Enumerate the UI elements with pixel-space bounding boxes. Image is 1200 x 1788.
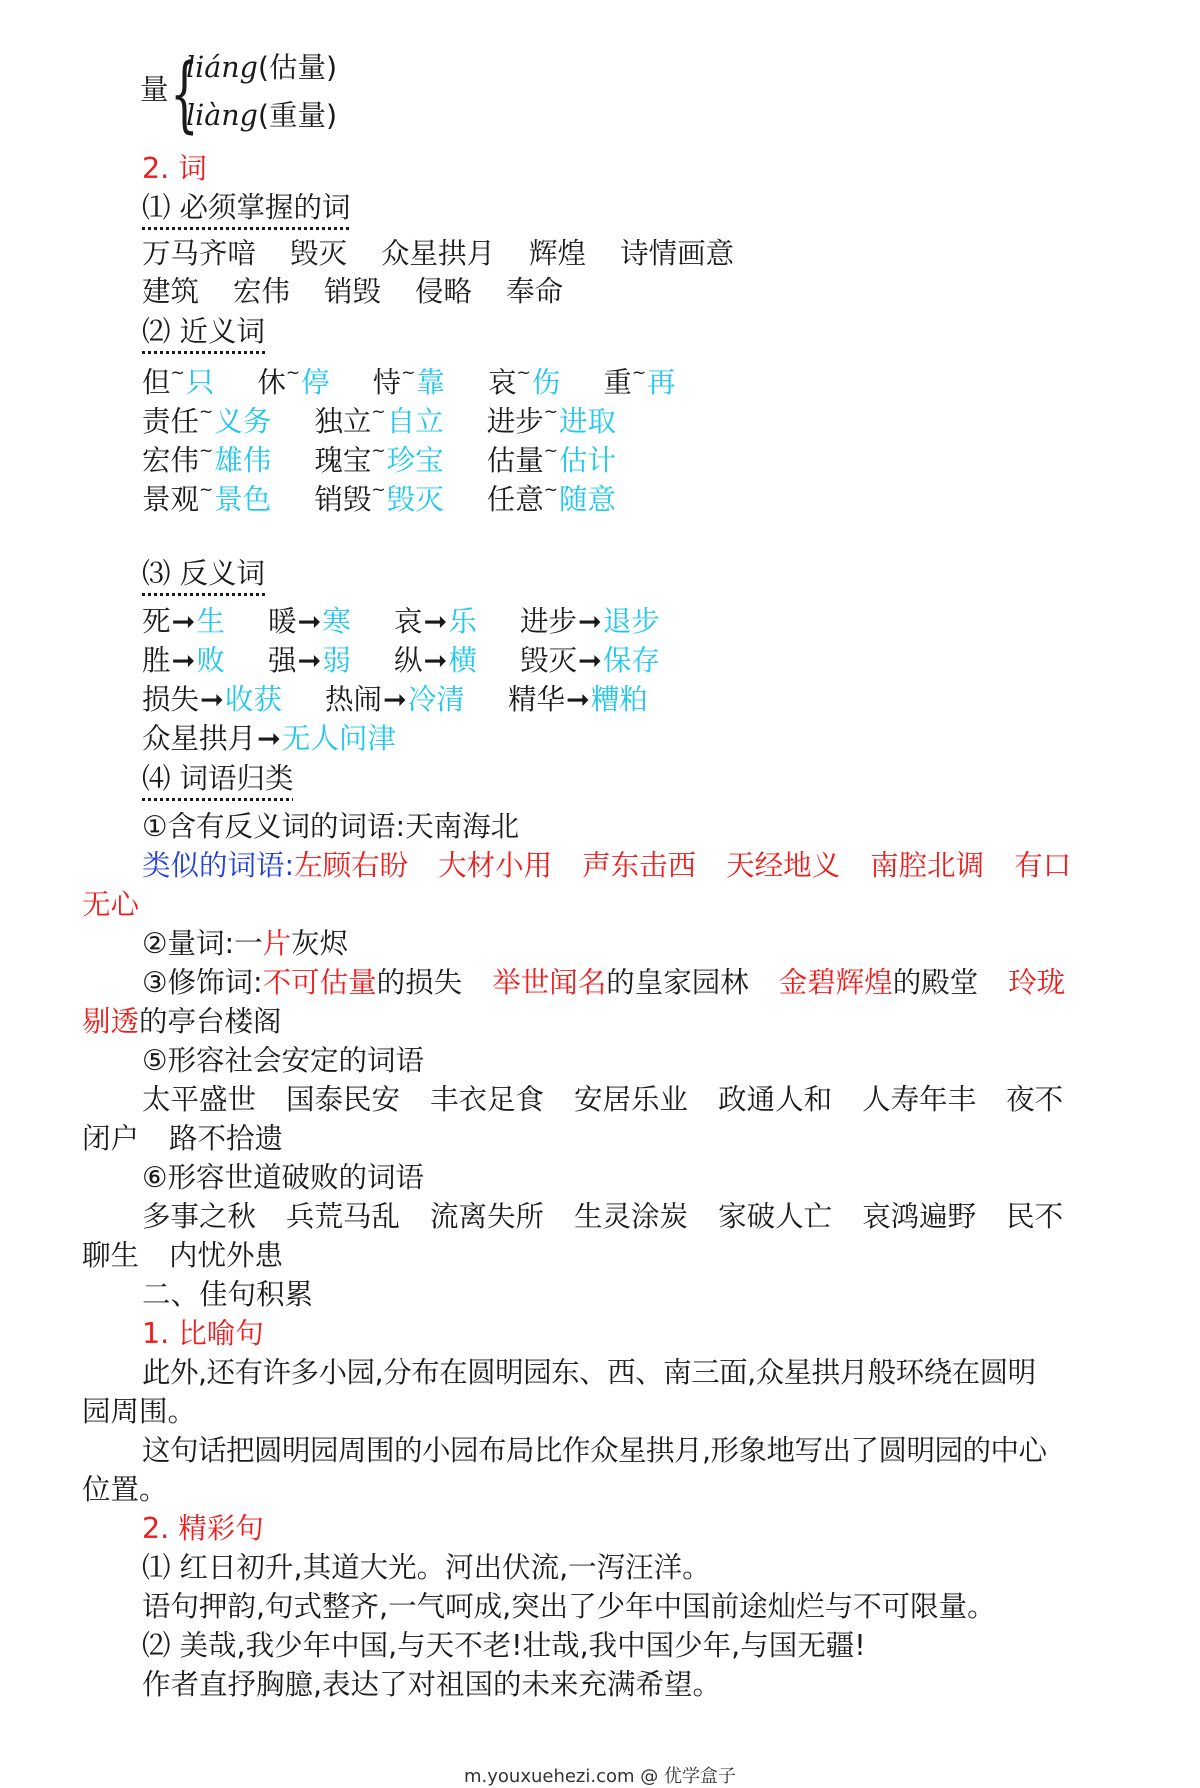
synonym-row-2: 责任~义务 独立~自立 进步~进取 [142,402,616,438]
classify-item-6-row1: 多事之秋 兵荒马乱 流离失所 生灵涂炭 家破人亡 哀鸿遍野 民不 [142,1200,1064,1233]
antonym-row-1: 死➞生 暖➞寒 哀➞乐 进步➞退步 [142,605,660,638]
classify-item-6-title: ⑥形容世道破败的词语 [142,1161,425,1194]
simile-title: 1. 比喻句 [142,1317,264,1350]
brace-icon: { [170,47,199,142]
classify-item-5-title: ⑤形容社会安定的词语 [142,1044,425,1077]
great-line-1: ⑴ 红日初升,其道大光。河出伏流,一泻汪洋。 [142,1551,711,1584]
sub1-row2: 建筑 宏伟 销毁 侵略 奉命 [142,275,564,308]
sub1-title: ⑴ 必须掌握的词 [142,191,351,224]
simile-line-4: 位置。 [82,1473,168,1506]
part2-title: 二、佳句积累 [142,1278,314,1311]
great-line-3: ⑵ 美哉,我少年中国,与天不老!壮哉,我中国少年,与国无疆! [142,1629,866,1662]
simile-line-3: 这句话把圆明园周围的小园布局比作众星拱月,形象地写出了圆明园的中心 [142,1434,1047,1467]
synonym-row-4: 景观~景色 销毁~毁灭 任意~随意 [142,480,616,516]
sub1-row1: 万马齐喑 毁灭 众星拱月 辉煌 诗情画意 [142,237,735,270]
footer-watermark: m.youxuehezi.com @ 优学盒子 [463,1766,736,1787]
similar-words-tail: 无心 [82,888,140,921]
simile-line-2: 园周围。 [82,1395,197,1428]
antonym-row-4: 众星拱月➞无人问津 [142,722,396,755]
classify-item-6-row2: 聊生 内忧外患 [82,1239,284,1272]
classify-item-3: ③修饰词:不可估量的损失 举世闻名的皇家园林 金碧辉煌的殿堂 玲珑 [142,966,1066,999]
section-title-words: 2. 词 [142,152,207,185]
sub2-title: ⑵ 近义词 [142,315,266,348]
great-line-4: 作者直抒胸臆,表达了对祖国的未来充满希望。 [142,1668,722,1701]
pronunciation-reading-1: liáng(估量) [186,51,338,84]
synonym-row-1: 但~只 休~停 恃~靠 哀~伤 重~再 [142,363,676,399]
classify-item-1: ①含有反义词的词语:天南海北 [142,810,520,843]
classify-item-3-tail: 剔透的亭台楼阁 [82,1005,282,1038]
sub3-title: ⑶ 反义词 [142,557,266,590]
pronunciation-reading-2: liàng(重量) [186,99,338,132]
pronunciation-char: 量 [140,73,169,106]
sub4-title: ⑷ 词语归类 [142,762,294,795]
great-line-2: 语句押韵,句式整齐,一气呵成,突出了少年中国前途灿烂与不可限量。 [142,1590,996,1623]
classify-item-5-row1: 太平盛世 国泰民安 丰衣足食 安居乐业 政通人和 人寿年丰 夜不 [142,1083,1064,1116]
antonym-row-2: 胜➞败 强➞弱 纵➞横 毁灭➞保存 [142,644,660,677]
simile-line-1: 此外,还有许多小园,分布在圆明园东、西、南三面,众星拱月般环绕在圆明 [142,1356,1036,1389]
similar-words-line: 类似的词语:左顾右盼 大材小用 声东击西 天经地义 南腔北调 有口 [142,849,1072,882]
synonym-row-3: 宏伟~雄伟 瑰宝~珍宝 估量~估计 [142,441,616,477]
great-title: 2. 精彩句 [142,1512,264,1545]
classify-item-5-row2: 闭户 路不拾遗 [82,1122,284,1155]
antonym-row-3: 损失➞收获 热闹➞冷清 精华➞糟粕 [142,683,648,716]
classify-item-2: ②量词:一片灰烬 [142,927,349,960]
